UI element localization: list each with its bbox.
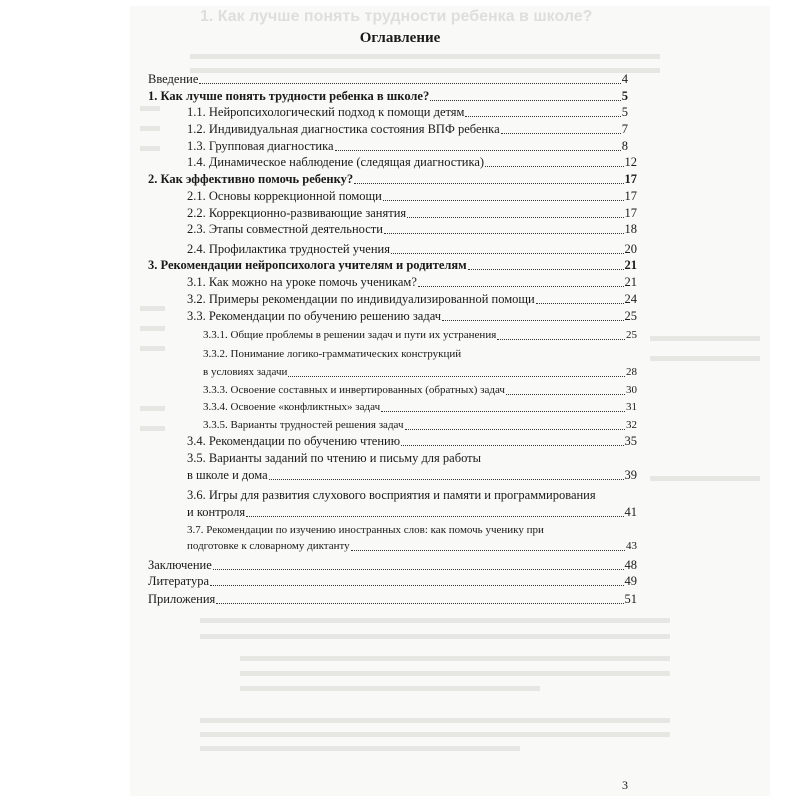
toc-entry[interactable]: Приложения 51 (148, 592, 637, 606)
toc-entry[interactable]: 3.3.3. Освоение составных и инвертированных (обратных) задач 30 (203, 384, 637, 396)
toc-entry[interactable]: 1.2. Индивидуальная диагностика состояния ВПФ ребенка 7 (187, 122, 628, 136)
toc-entry[interactable]: 1.1. Нейропсихологический подход к помощи детям 5 (187, 105, 628, 119)
toc-entry[interactable]: 2.3. Этапы совместной деятельности 18 (187, 222, 637, 236)
toc-entry[interactable]: 1. Как лучше понять трудности ребенка в школе? 5 (148, 89, 628, 103)
toc-entry[interactable]: в школе и дома 39 (187, 468, 637, 482)
toc-entry[interactable]: подготовке к словарному диктанту 43 (187, 540, 637, 552)
toc-entry[interactable]: Введение 4 (148, 72, 628, 86)
toc-entry[interactable]: Литература 49 (148, 574, 637, 588)
toc-entry-first-line[interactable]: 3.3.2. Понимание логико-грамматических конструкций (203, 348, 462, 360)
toc-entry[interactable]: 2. Как эффективно помочь ребенку? 17 (148, 172, 637, 186)
toc-entry-first-line[interactable]: 3.7. Рекомендации по изучению иностранных слов: как помочь ученику при (187, 524, 544, 536)
toc-entry[interactable]: и контроля 41 (187, 505, 637, 519)
toc-entry[interactable]: 2.1. Основы коррекционной помощи 17 (187, 189, 637, 203)
toc-entry-first-line[interactable]: 3.6. Игры для развития слухового восприятия и памяти и программирования (187, 488, 596, 502)
toc-entry[interactable]: в условиях задачи 28 (203, 366, 637, 378)
toc-entry[interactable]: 2.2. Коррекционно-развивающие занятия 17 (187, 206, 637, 220)
toc-entry[interactable]: Заключение 48 (148, 558, 637, 572)
toc-entry[interactable]: 3. Рекомендации нейропсихолога учителям и родителям 21 (148, 258, 637, 272)
show-through-heading: 1. Как лучше понять трудности ребенка в школе? (200, 8, 593, 25)
toc-entry[interactable]: 1.3. Групповая диагностика 8 (187, 139, 628, 153)
toc-entry[interactable]: 1.4. Динамическое наблюдение (следящая диагностика) 12 (187, 155, 637, 169)
toc-entry[interactable]: 3.3.5. Варианты трудностей решения задач 32 (203, 419, 637, 431)
toc-entry[interactable]: 3.1. Как можно на уроке помочь ученикам? 21 (187, 275, 637, 289)
toc-entry[interactable]: 2.4. Профилактика трудностей учения 20 (187, 242, 637, 256)
toc-entry-first-line[interactable]: 3.5. Варианты заданий по чтению и письму для работы (187, 451, 482, 465)
toc-entry[interactable]: 3.4. Рекомендации по обучению чтению 35 (187, 434, 637, 448)
toc-entry[interactable]: 3.2. Примеры рекомендации по индивидуализированной помощи 24 (187, 292, 637, 306)
toc-entry[interactable]: 3.3.1. Общие проблемы в решении задач и пути их устранения 25 (203, 329, 637, 341)
page-number: 3 (622, 778, 628, 792)
toc-entry[interactable]: 3.3. Рекомендации по обучению решению задач 25 (187, 309, 637, 323)
toc-title: Оглавление (359, 30, 441, 46)
toc-entry[interactable]: 3.3.4. Освоение «конфликтных» задач 31 (203, 401, 637, 413)
